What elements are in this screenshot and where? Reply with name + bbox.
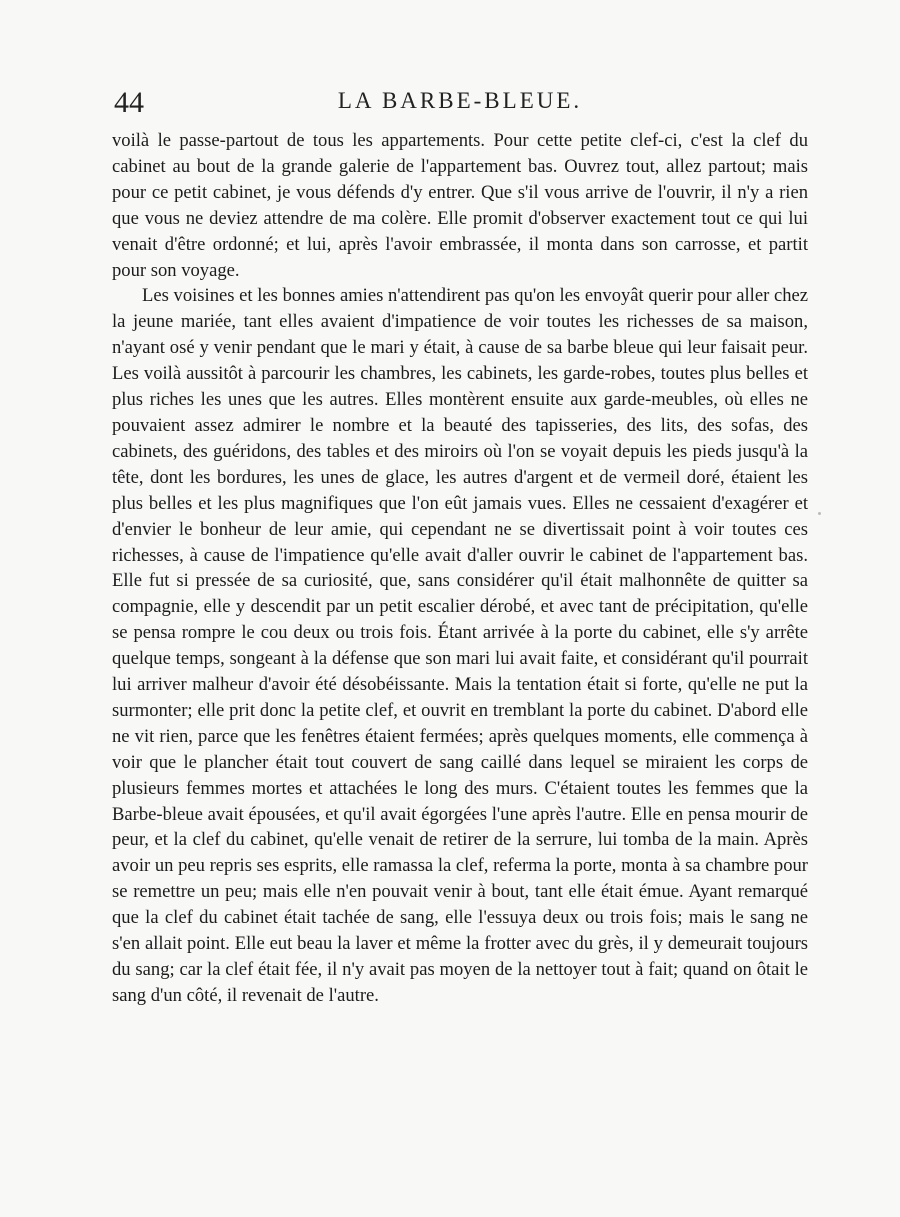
body-text [112,128,808,1009]
paragraph-continuation: voilà le passe-partout de tous les appartements. Pour cette petite clef-ci, c'est la clef du cabinet au bout de la grande galerie de l'appartement bas. Ouvrez tout, allez partout; mais pour ce petit cabinet, je vous défends d'y entrer. Que s'il vous arrive de l'ouvrir, il n'y a rien que vous ne deviez attendre de ma colère. Elle promit d'observer exactement tout ce qui lui venait d'être ordonné; et lui, après l'avoir embrassée, il monta dans son carrosse, et partit pour son voyage. [112,130,808,281]
page-header [112,84,808,120]
page-number: 44 [114,86,144,119]
running-title: LA BARBE-BLEUE. [337,88,583,113]
paper-speck [818,512,821,515]
paragraph: Les voisines et les bonnes amies n'attendirent pas qu'on les envoyât querir pour aller chez la jeune mariée, tant elles avaient d'impatience de voir toutes les richesses de sa maison, n'ayant osé y venir pendant que le mari y était, à cause de sa barbe bleue qui leur faisait peur. Les voilà aussitôt à parcourir les chambres, les cabinets, les garde-robes, toutes plus belles et plus riches les unes que les autres. Elles montèrent ensuite aux garde-meubles, où elles ne pouvaient assez admirer le nombre et la beauté des tapisseries, des lits, des sofas, des cabinets, des guéridons, des tables et des miroirs où l'on se voyait depuis les pieds jusqu'à la tête, dont les bordures, les unes de glace, les autres d'argent et de vermeil doré, étaient les plus belles et les plus magnifiques que l'on eût jamais vues. Elles ne cessaient d'exagérer et d'envier le bonheur de leur amie, qui cependant ne se divertissait point à voir toutes ces richesses, à cause de l'impatience qu'elle avait d'aller ouvrir le cabinet de l'appartement bas. Elle fut si pressée de sa curiosité, que, sans considérer qu'il était malhonnête de quitter sa compagnie, elle y descendit par un petit escalier dérobé, et avec tant de précipitation, qu'elle se pensa rompre le cou deux ou trois fois. Étant arrivée à la porte du cabinet, elle s'y arrête quelque temps, songeant à la défense que son mari lui avait faite, et considérant qu'il pourrait lui arriver malheur d'avoir été désobéissante. Mais la tentation était si forte, qu'elle ne put la surmonter; elle prit donc la petite clef, et ouvrit en tremblant la porte du cabinet. D'abord elle ne vit rien, parce que les fenêtres étaient fermées; après quelques moments, elle commença à voir que le plancher était tout couvert de sang caillé dans lequel se miraient les corps de plusieurs femmes mortes et attachées le long des murs. C'étaient toutes les femmes que la Barbe-bleue avait épousées, et qu'il avait égorgées l'une après l'autre. Elle en pensa mourir de peur, et la clef du cabinet, qu'elle venait de retirer de la serrure, lui tomba de la main. Après avoir un peu repris ses esprits, elle ramassa la clef, referma la porte, monta à sa chambre pour se remettre un peu; mais elle n'en pouvait venir à bout, tant elle était émue. Ayant remarqué que la clef du cabinet était tachée de sang, elle l'essuya deux ou trois fois; mais le sang ne s'en allait point. Elle eut beau la laver et même la frotter avec du grès, il y demeurait toujours du sang; car la clef était fée, il n'y avait pas moyen de la nettoyer tout à fait; quand on ôtait le sang d'un côté, il revenait de l'autre. [112,285,808,1006]
